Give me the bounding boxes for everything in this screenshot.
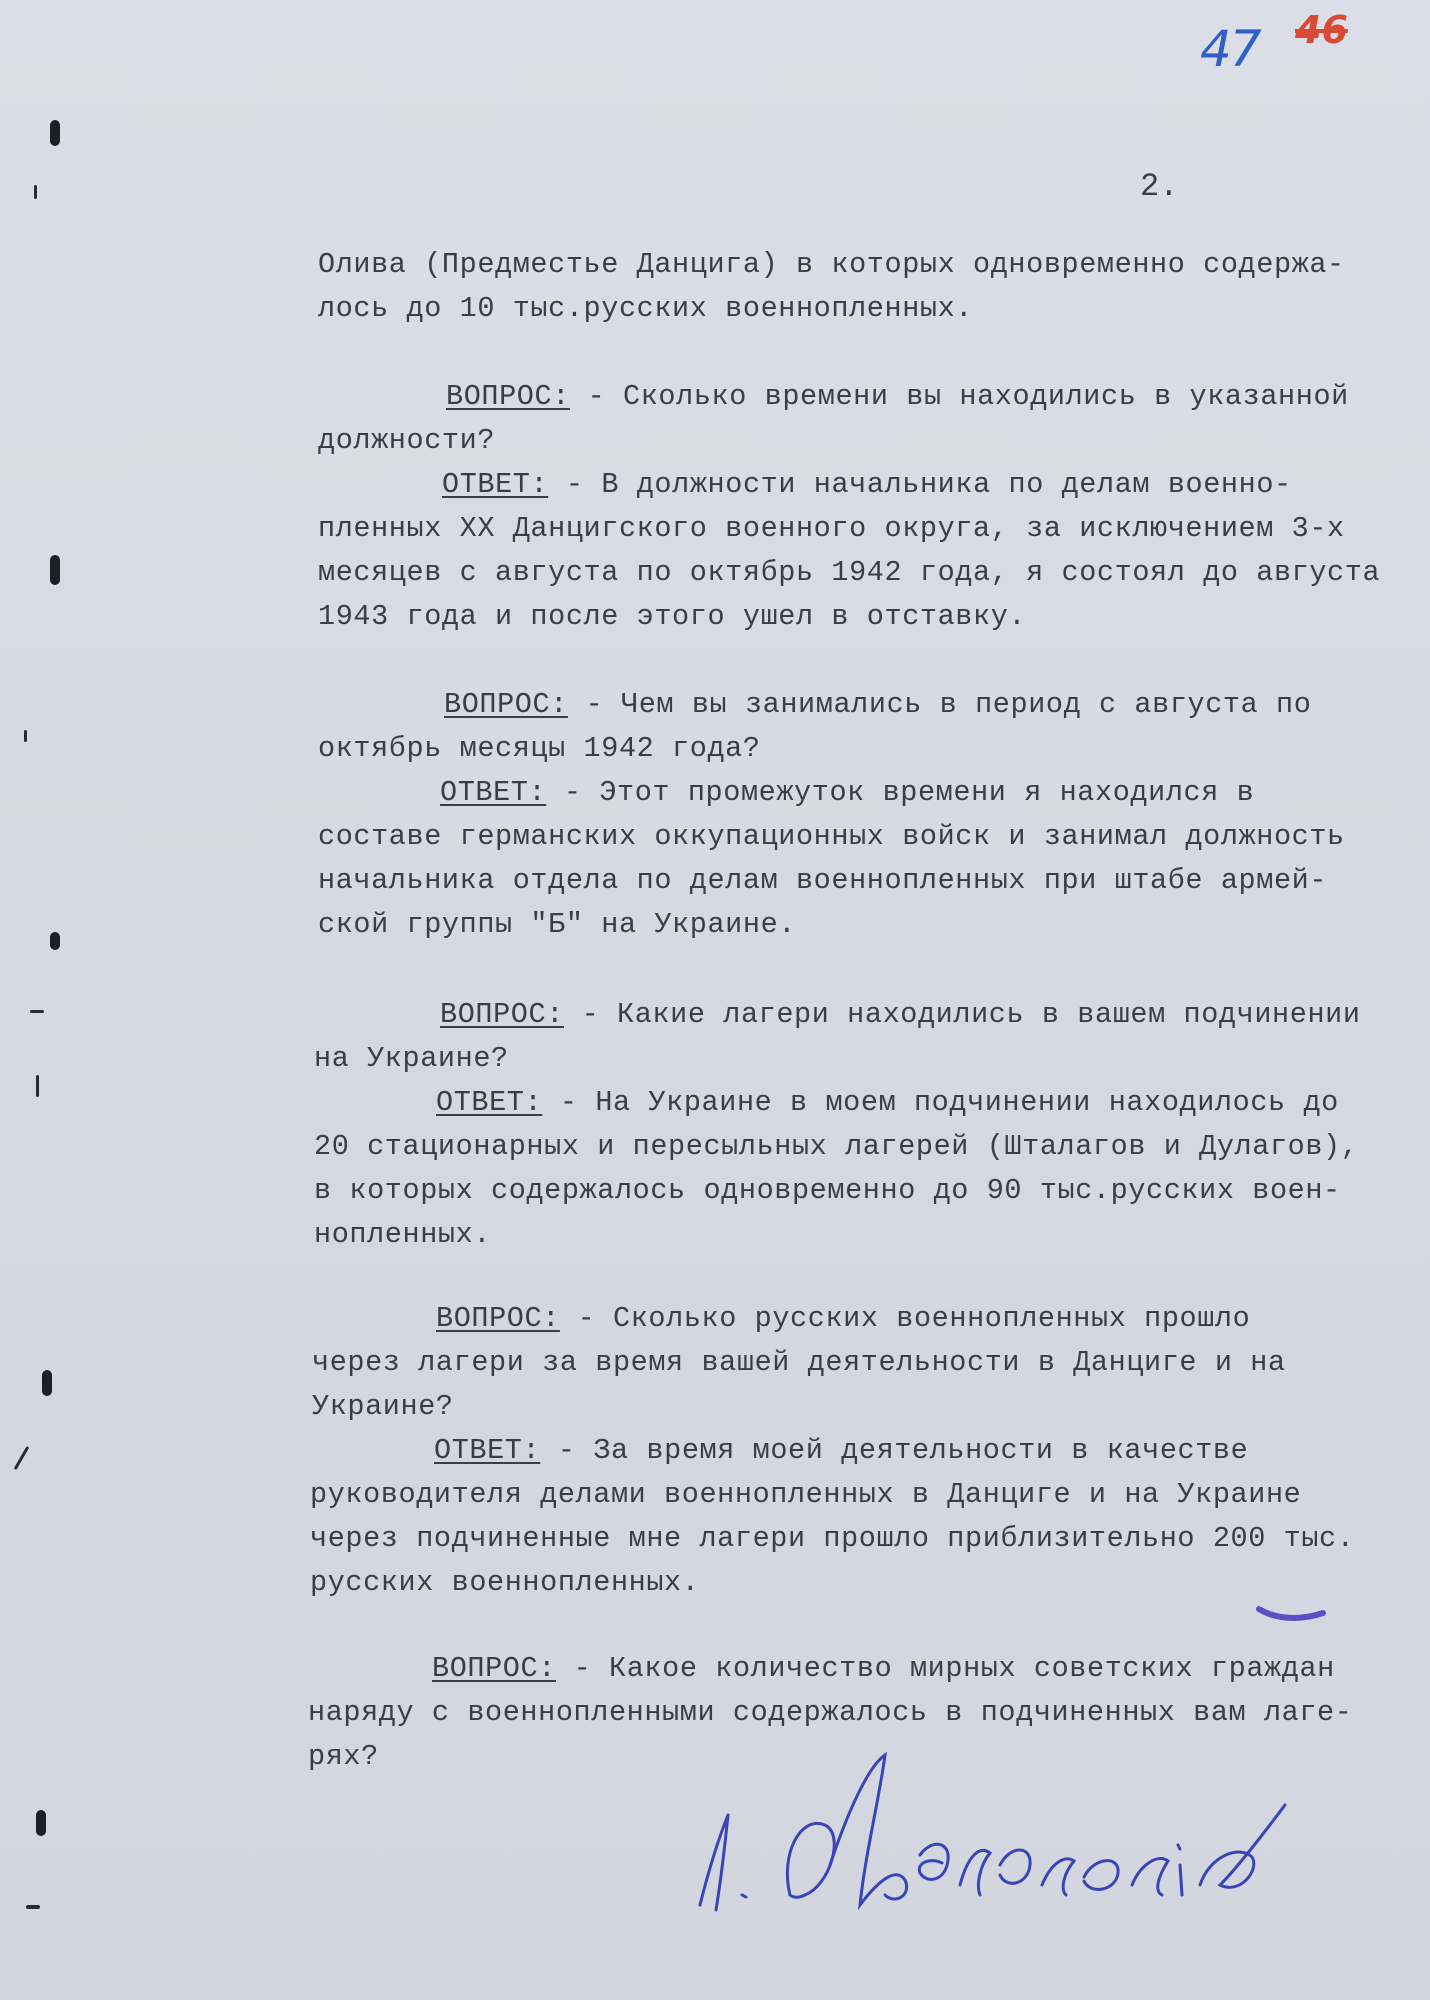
text-line: наряду с военнопленными содержалось в подчиненных вам лаге- bbox=[308, 1696, 1353, 1729]
margin-mark bbox=[24, 730, 27, 742]
archive-folio-number-crossed: 46 bbox=[1295, 8, 1348, 52]
text-line: пленных ХХ Данцигского военного округа, за исключением 3-х bbox=[318, 512, 1345, 545]
archive-folio-number: 47 bbox=[1200, 20, 1260, 78]
question-label: ВОПРОС: bbox=[440, 998, 564, 1031]
punch-hole bbox=[50, 555, 60, 585]
text-line: Украине? bbox=[312, 1390, 454, 1423]
page-number: 2. bbox=[1140, 168, 1179, 205]
question-label: ВОПРОС: bbox=[444, 688, 568, 721]
answer-line bbox=[436, 1086, 1339, 1120]
text-line: месяцев с августа по октябрь 1942 года, я состоял до августа bbox=[318, 556, 1381, 589]
text-line: 20 стационарных и пересыльных лагерей (Шталагов и Дулагов), bbox=[314, 1130, 1359, 1163]
margin-mark bbox=[26, 1905, 40, 1909]
question-line bbox=[432, 1652, 1335, 1686]
margin-mark bbox=[36, 1075, 39, 1097]
answer-line bbox=[440, 776, 1254, 810]
text-line: через подчиненные мне лагери прошло приблизительно 200 тыс. bbox=[310, 1522, 1355, 1555]
ink-mark bbox=[1255, 1603, 1327, 1625]
answer-text: - В должности начальника по делам военно- bbox=[548, 468, 1292, 501]
text-line: на Украине? bbox=[314, 1042, 509, 1075]
text-line: составе германских оккупационных войск и занимал должность bbox=[318, 820, 1345, 853]
text-line: нопленных. bbox=[314, 1218, 492, 1251]
punch-hole bbox=[50, 932, 60, 950]
answer-text: - За время моей деятельности в качестве bbox=[540, 1434, 1249, 1467]
answer-text: - Этот промежуток времени я находился в bbox=[546, 776, 1255, 809]
punch-hole bbox=[42, 1370, 52, 1396]
question-label: ВОПРОС: bbox=[446, 380, 570, 413]
question-text: - Чем вы занимались в период с августа по bbox=[567, 688, 1312, 721]
question-line bbox=[436, 1302, 1250, 1336]
text-line: в которых содержалось одновременно до 90 тыс.русских воен- bbox=[314, 1174, 1341, 1207]
text-line: руководителя делами военнопленных в Данциге и на Украине bbox=[310, 1478, 1302, 1511]
margin-mark bbox=[30, 1010, 44, 1013]
margin-mark bbox=[14, 1446, 30, 1470]
text-line: лось до 10 тыс.русских военнопленных. bbox=[318, 292, 974, 325]
answer-label: ОТВЕТ: bbox=[440, 776, 547, 809]
text-line: русских военнопленных. bbox=[310, 1566, 700, 1599]
question-text: - Сколько русских военнопленных прошло bbox=[559, 1302, 1251, 1335]
text-line: начальника отдела по делам военнопленных при штабе армей- bbox=[318, 864, 1328, 897]
question-label: ВОПРОС: bbox=[436, 1302, 560, 1335]
text-line: через лагери за время вашей деятельности в Данциге и на bbox=[312, 1346, 1286, 1379]
question-text: - Какие лагери находились в вашем подчинении bbox=[563, 998, 1361, 1031]
question-text: - Какое количество мирных советских граждан bbox=[555, 1652, 1335, 1685]
question-line bbox=[444, 688, 1311, 722]
question-line bbox=[446, 380, 1349, 414]
text-line: ской группы "Б" на Украине. bbox=[318, 908, 796, 941]
text-line: октябрь месяцы 1942 года? bbox=[318, 732, 761, 765]
answer-label: ОТВЕТ: bbox=[434, 1434, 541, 1467]
answer-label: ОТВЕТ: bbox=[442, 468, 549, 501]
text-line: 1943 года и после этого ушел в отставку. bbox=[318, 600, 1027, 633]
answer-text: - На Украине в моем подчинении находилось до bbox=[542, 1086, 1339, 1119]
question-text: - Сколько времени вы находились в указанной bbox=[569, 380, 1349, 413]
text-line: должности? bbox=[318, 424, 496, 457]
signature bbox=[680, 1745, 1300, 1925]
text-line: Олива (Предместье Данцига) в которых одновременно содержа- bbox=[318, 248, 1345, 281]
margin-mark bbox=[34, 185, 37, 199]
answer-line bbox=[434, 1434, 1248, 1468]
question-label: ВОПРОС: bbox=[432, 1652, 556, 1685]
punch-hole bbox=[36, 1810, 46, 1836]
answer-label: ОТВЕТ: bbox=[436, 1086, 543, 1119]
question-line bbox=[440, 998, 1361, 1032]
punch-hole bbox=[50, 120, 60, 146]
answer-line bbox=[442, 468, 1292, 502]
text-line: рях? bbox=[308, 1740, 379, 1773]
